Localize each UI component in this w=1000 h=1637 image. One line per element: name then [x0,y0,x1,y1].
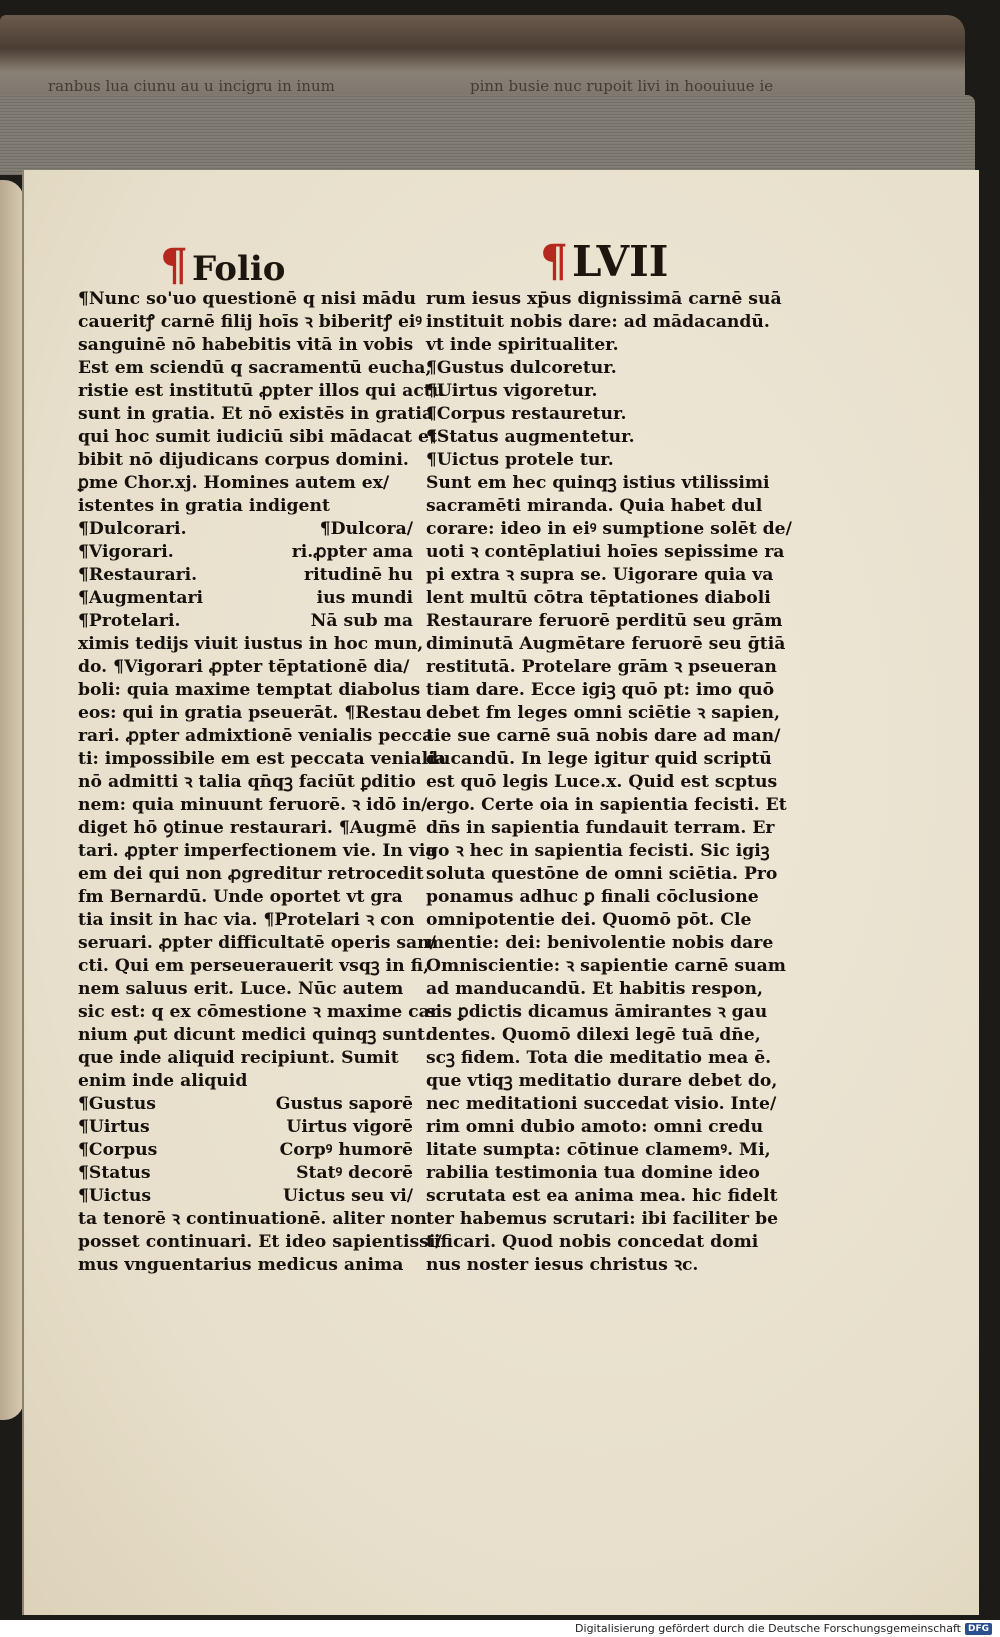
text-line: boli: quia maxime temptat diabolus [78,680,421,700]
list-row [78,587,413,610]
text-line: sanguinē nō habebitis vitā in vobis [78,335,414,355]
list-item-left: ¶Uictus [78,1186,152,1206]
text-line: Omniscientie: ꝛ sapientie carnē suam [426,956,786,976]
text-line: rabilia testimonia tua domine ideo [426,1163,760,1183]
text-line: bibit nō dijudicans corpus domini. [78,450,409,470]
text-line: fm Bernardū. Unde oportet vt gra [78,887,403,907]
text-line: sunt in gratia. Et nō existēs in gratia [78,404,434,424]
text-line: ¶Corpus restauretur. [426,404,627,424]
folio-label: Folio [192,249,286,289]
text-line: eos: qui in gratia pseuerāt. ¶Restau [78,703,422,723]
left-list-one [78,518,413,633]
list-item-right: ritudinē hu [304,565,413,585]
text-line: debet fm leges omni sciētie ꝛ sapien, [426,703,781,723]
text-line: dn̄s in sapientia fundauit terram. Er [426,818,775,838]
list-item-right: ri.ꝓpter ama [291,542,413,562]
text-line: que inde aliquid recipiunt. Sumit [78,1048,399,1068]
text-line: pi extra ꝛ supra se. Uigorare quia va [426,565,774,585]
list-item-left: ¶Vigorari. [78,542,174,562]
left-column-middle [78,633,446,1093]
list-item-right: Uirtus vigorē [286,1117,413,1137]
text-line: lent multū cōtra tēptationes diaboli [426,588,771,608]
text-line: instituit nobis dare: ad mādacandū. [426,312,770,332]
text-line: nium ꝓut dicunt medici quinqꝫ sunt. [78,1025,431,1045]
text-line: omnipotentie dei. Quomō pōt. Cle [426,910,752,930]
text-line: ter habemus scrutari: ibi faciliter be [426,1209,779,1229]
text-line: ¶Uictus protele tur. [426,450,614,470]
book-top-text-left: ranbus lua ciunu au u incigru in inum [48,77,335,95]
left-list-two [78,1093,413,1208]
previous-page-edge [0,180,24,1420]
text-line: sacramēti miranda. Quia habet dul [426,496,763,516]
text-line: caueritꝭ carnē filij hoīs ꝛ biberitꝭ eiꝰ [78,312,422,332]
text-line: mus vnguentarius medicus anima [78,1255,404,1275]
list-item-left: ¶Corpus [78,1140,158,1160]
list-item-right: Gustus saporē [275,1094,413,1114]
text-line: est quō legis Luce.x. Quid est scptus [426,772,778,792]
text-line: do. ¶Vigorari ꝓpter tēptationē dia/ [78,657,410,677]
text-line: dentes. Quomō dilexi legē tuā dn̄e, [426,1025,761,1045]
text-line: ergo. Certe oia in sapientia fecisti. Et [426,795,787,815]
text-line: ximis tedijs viuit iustus in hoc mun, [78,634,424,654]
list-row [78,1139,413,1162]
text-line: ¶Gustus dulcoretur. [426,358,617,378]
left-text-column [78,288,446,1277]
book-top-text-right: pinn busie nuc rupoit livi in hoouiuue ie [470,77,774,95]
text-line: nus noster iesus christus ꝛc. [426,1255,699,1275]
dfg-logo: DFG [965,1623,992,1635]
text-line: restitutā. Protelare grām ꝛ pseueran [426,657,777,677]
list-row [78,1093,413,1116]
text-line: tia insit in hac via. ¶Protelari ꝛ con [78,910,415,930]
text-line: rim omni dubio amoto: omni credu [426,1117,764,1137]
text-line: tiam dare. Ecce igiꝫ quō pt: imo quō [426,680,775,700]
list-item-right: Corpꝰ humorē [279,1140,413,1160]
text-line: go ꝛ hec in sapientia fecisti. Sic igiꝫ [426,841,770,861]
text-line: que vtiqꝫ meditatio durare debet do, [426,1071,778,1091]
text-line: ꝑme Chor.xj. Homines autem ex/ [78,473,390,493]
text-line: soluta questōne de omni sciētia. Pro [426,864,778,884]
text-line: posset continuari. Et ideo sapientissi/ [78,1232,442,1252]
text-line: ad manducandū. Et habitis respon, [426,979,764,999]
text-line: nem: quia minuunt feruorē. ꝛ idō in/ [78,795,428,815]
page-edges [0,95,975,175]
text-line: Est em sciendū q sacramentū eucha, [78,358,432,378]
text-line: mentie: dei: benivolentie nobis dare [426,933,774,953]
text-line: ta tenorē ꝛ continuationē. aliter non [78,1209,427,1229]
list-item-left: ¶Dulcorari. [78,519,187,539]
list-item-right: Statꝰ decorē [296,1163,413,1183]
text-line: ponamus adhuc ꝑ finali cōclusione [426,887,759,907]
list-item-right: Uictus seu vi/ [283,1186,413,1206]
rubric-mark-right: ¶ [540,236,568,287]
text-line: ducandū. In lege igitur quid scriptū [426,749,772,769]
text-line: ¶Nunc so'uo questionē q nisi mādu [78,289,416,309]
text-line: seruari. ꝓpter difficultatē operis san/ [78,933,436,953]
list-item-right: ¶Dulcora/ [319,519,413,539]
text-line: ti: impossibile em est peccata venialia [78,749,446,769]
text-line: nec meditationi succedat visio. Inte/ [426,1094,777,1114]
text-line: ¶Uirtus vigoretur. [426,381,598,401]
list-row [78,1185,413,1208]
list-row [78,518,413,541]
text-line: cti. Qui em perseuerauerit vsqꝫ in fi, [78,956,430,976]
right-column-lines [426,288,792,1277]
list-row [78,541,413,564]
list-item-left: ¶Restaurari. [78,565,198,585]
text-line: em dei qui non ꝓgreditur retrocedit [78,864,424,884]
text-line: enim inde aliquid [78,1071,248,1091]
text-line: nō admitti ꝛ talia qn̄qꝫ faciūt ꝑditio [78,772,416,792]
text-line: nem saluus erit. Luce. Nūc autem [78,979,404,999]
running-head-left [160,240,285,291]
left-column-bottom [78,1208,442,1277]
text-line: ristie est institutū ꝓpter illos qui actu [78,381,445,401]
text-line: tie sue carnē suā nobis dare ad man/ [426,726,781,746]
list-item-right: Nā sub ma [310,611,413,631]
list-row [78,564,413,587]
list-item-left: ¶Status [78,1163,151,1183]
text-line: tificari. Quod nobis concedat domi [426,1232,759,1252]
list-item-left: ¶Gustus [78,1094,156,1114]
text-line: sis ꝑdictis dicamus āmirantes ꝛ gau [426,1002,768,1022]
text-line: Sunt em hec quinqꝫ istius vtilissimi [426,473,770,493]
text-line: sic est: q ex cōmestione ꝛ maxime car [78,1002,439,1022]
text-line: scꝫ fidem. Tota die meditatio mea ē. [426,1048,772,1068]
list-item-left: ¶Protelari. [78,611,181,631]
list-item-left: ¶Augmentari [78,588,204,608]
list-row [78,1162,413,1185]
running-head-right [540,236,668,287]
text-line: diminutā Augmētare feruorē seu ḡtiā [426,634,786,654]
text-line: uoti ꝛ contēplatiui hoīes sepissime ra [426,542,785,562]
text-line: litate sumpta: cōtinue clamemꝰ. Mi, [426,1140,771,1160]
footer-credit [575,1622,992,1635]
text-line: qui hoc sumit iudiciū sibi mādacat et [78,427,437,447]
text-line: ¶Status augmentetur. [426,427,635,447]
text-line: tari. ꝓpter imperfectionem vie. In via [78,841,437,861]
text-line: istentes in gratia indigent [78,496,330,516]
right-text-column [426,288,792,1277]
text-line: rum iesus xp̄us dignissimā carnē suā [426,289,782,309]
list-item-right: ius mundi [316,588,413,608]
left-column-top [78,288,445,518]
text-line: rari. ꝓpter admixtionē venialis pecca [78,726,434,746]
text-line: diget hō ꝯtinue restaurari. ¶Augmē [78,818,417,838]
list-row [78,610,413,633]
list-item-left: ¶Uirtus [78,1117,150,1137]
text-line: vt inde spiritualiter. [426,335,619,355]
rubric-mark-left: ¶ [160,240,188,291]
text-line: Restaurare feruorē perditū seu grām [426,611,783,631]
list-row [78,1116,413,1139]
folio-number: LVII [572,237,669,286]
text-line: scrutata est ea anima mea. hic fidelt [426,1186,778,1206]
footer-text: Digitalisierung gefördert durch die Deutsche Forschungsgemeinschaft [575,1622,961,1635]
text-line: corare: ideo in eiꝰ sumptione solēt de/ [426,519,792,539]
